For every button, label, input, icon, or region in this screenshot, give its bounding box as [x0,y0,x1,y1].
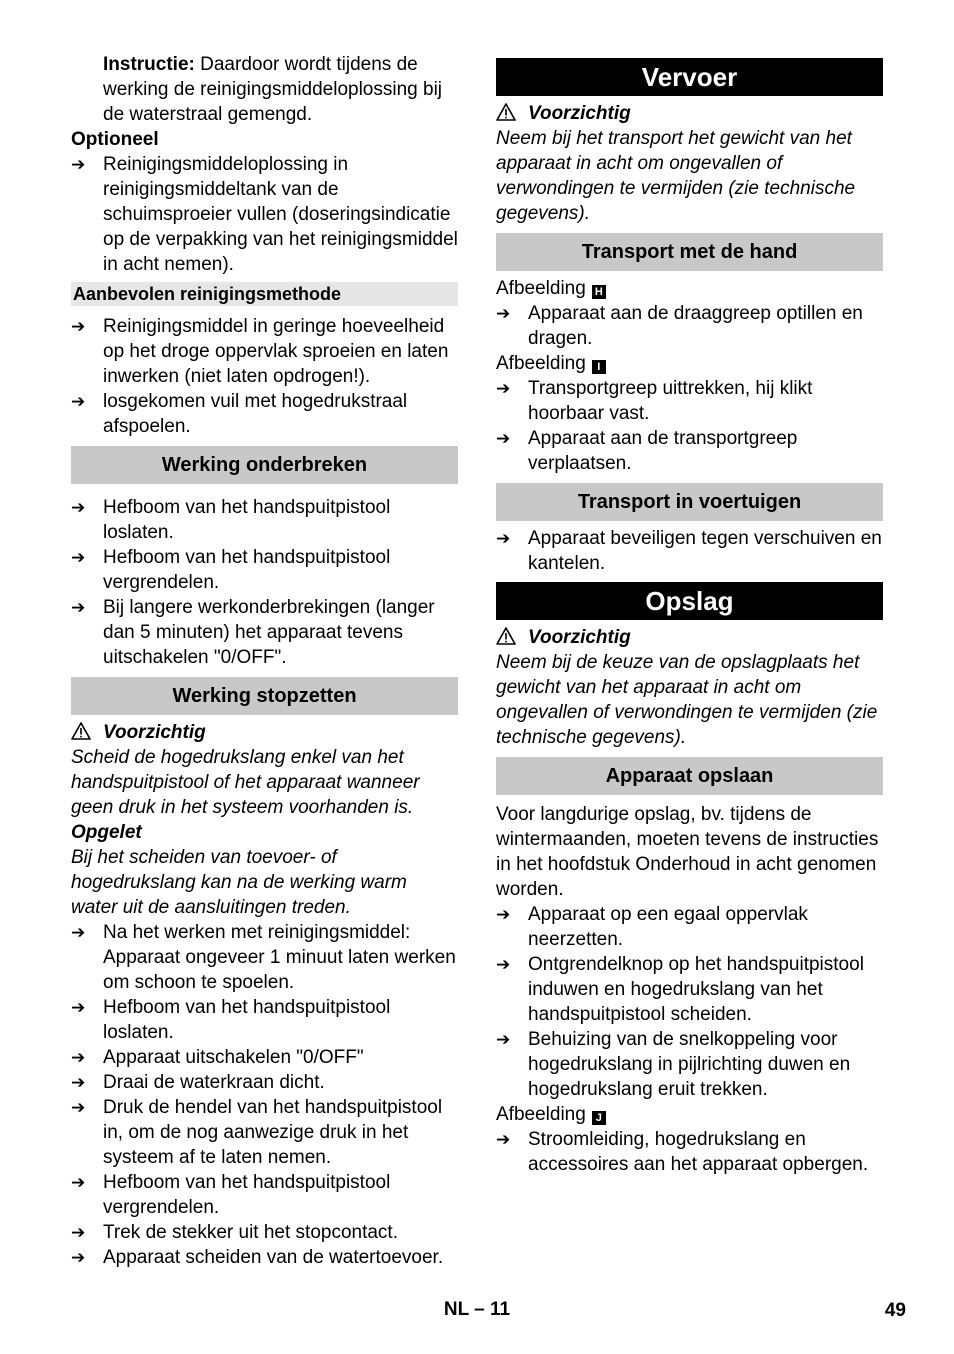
list-item-text: Druk de hendel van het handspuitpistool in, om de nog aanwezige druk in het systeem af te laten nemen. [103,1097,443,1168]
list-item-text: Apparaat aan de draaggreep optillen en dragen. [528,303,863,349]
figure-i-badge: I [592,360,606,374]
instructie-paragraph [71,52,458,127]
list-item-text: Bij langere werkonderbrekingen (langer dan 5 minuten) het apparaat tevens uitschakelen "0/OFF". [103,597,435,668]
arrow-right-icon: ➔ [71,998,86,1017]
instructie-label: Instructie: [103,54,195,75]
vervoer-voorzichtig-line [496,101,883,126]
list-item [71,545,458,595]
voorzichtig-label: Voorzichtig [103,722,206,743]
arrow-right-icon: ➔ [71,155,86,174]
arrow-right-icon: ➔ [496,379,511,398]
warning-triangle-icon [71,722,91,740]
opslag-voorzichtig-label: Voorzichtig [528,627,631,648]
list-item-text: Na het werken met reinigingsmiddel: Apparaat ongeveer 1 minuut laten werken om schoon te spoelen. [103,922,456,993]
list-item-text: Hefboom van het handspuitpistool vergrendelen. [103,1172,391,1218]
stopzetten-list [71,920,458,1270]
list-item-text: Reinigingsmiddel in geringe hoeveelheid op het droge oppervlak sproeien en laten inwerken (niet laten opdrogen!). [103,316,449,387]
list-item-text: Apparaat beveiligen tegen verschuiven en kantelen. [528,528,882,574]
list-item [71,920,458,995]
warning-triangle-icon [496,103,516,121]
afbeelding-h [496,276,883,301]
list-item-text: Transportgreep uittrekken, hij klikt hoorbaar vast. [528,378,813,424]
list-item-text: Reinigingsmiddeloplossing in reinigingsmiddeltank van de schuimsproeier vullen (doseringsindicatie op de verpakking van het reinigingsmiddel in acht nemen). [103,154,458,275]
voertuigen-heading: Transport in voertuigen [496,483,883,521]
list-item-text: Behuizing van de snelkoppeling voor hogedrukslang in pijlrichting duwen en hogedrukslang eruit trekken. [528,1029,851,1100]
vervoer-voorzichtig-label: Voorzichtig [528,103,631,124]
voertuigen-list [496,526,883,576]
opslag-heading: Opslag [496,582,883,620]
afbeelding-i [496,351,883,376]
page-number: 49 [884,1300,906,1321]
list-item [71,1070,458,1095]
list-item-text: Trek de stekker uit het stopcontact. [103,1222,398,1243]
list-item [71,152,458,277]
right-column [496,58,883,1177]
arrow-right-icon: ➔ [496,304,511,323]
arrow-right-icon: ➔ [71,548,86,567]
footer-section: NL – 11 [443,1299,511,1320]
afbeelding-label: Afbeelding [496,353,586,374]
opslaan-list [496,902,883,1102]
list-item-text: Stroomleiding, hogedrukslang en accessoires aan het apparaat opbergen. [528,1129,869,1175]
arrow-right-icon: ➔ [71,1048,86,1067]
list-item-text: Apparaat uitschakelen "0/OFF" [103,1047,364,1068]
warning-triangle-icon [496,627,516,645]
optioneel-list [71,152,458,277]
arrow-right-icon: ➔ [496,905,511,924]
hand-heading: Transport met de hand [496,233,883,271]
opgelet-text: Bij het scheiden van toevoer- of hogedrukslang kan na de werking warm water uit de aansluitingen treden. [71,847,407,918]
list-item [71,995,458,1045]
aanbevolen-heading: Aanbevolen reinigingsmethode [71,282,458,306]
final-list [496,1127,883,1177]
onderbreken-heading: Werking onderbreken [71,446,458,484]
vervoer-voorzichtig-text: Neem bij het transport het gewicht van het apparaat in acht om ongevallen of verwondingen te vermijden (zie technische gegevens). [496,128,856,224]
list-item-text: Hefboom van het handspuitpistool loslaten. [103,497,391,543]
afbeelding-j [496,1102,883,1127]
opslaan-heading: Apparaat opslaan [496,757,883,795]
arrow-right-icon: ➔ [496,955,511,974]
list-item-text: Apparaat scheiden van de watertoevoer. [103,1247,444,1268]
list-item [71,495,458,545]
left-column [71,52,458,1270]
figure-h-badge: H [592,285,606,299]
opgelet-label: Opgelet [71,822,142,843]
list-item [71,389,458,439]
list-item [71,1095,458,1170]
list-item [71,1045,458,1070]
list-item [496,426,883,476]
voorzichtig-text: Scheid de hogedrukslang enkel van het handspuitpistool of het apparaat wanneer geen druk in het systeem voorhanden is. [71,747,420,818]
onderbreken-list [71,495,458,670]
list-item-text: losgekomen vuil met hogedrukstraal afspoelen. [103,391,408,437]
instructie-text: Daardoor wordt tijdens de werking de reinigingsmiddeloplossing bij de waterstraal gemengd. [103,54,443,125]
afbeelding-label: Afbeelding [496,1104,586,1125]
arrow-right-icon: ➔ [71,1223,86,1242]
arrow-right-icon: ➔ [496,429,511,448]
list-item [71,1170,458,1220]
arrow-right-icon: ➔ [71,317,86,336]
opslag-voorzichtig-text: Neem bij de keuze van de opslagplaats het gewicht van het apparaat in acht om ongevallen of verwondingen te vermijden (zie technische gegevens). [496,652,878,748]
list-item [71,1220,458,1245]
voorzichtig-line [71,720,458,745]
vervoer-heading: Vervoer [496,58,883,96]
list-item-text: Apparaat aan de transportgreep verplaatsen. [528,428,798,474]
list-item [71,314,458,389]
arrow-right-icon: ➔ [71,1073,86,1092]
list-item-text: Ontgrendelknop op het handspuitpistool induwen en hogedrukslang van het handspuitpistool scheiden. [528,954,864,1025]
arrow-right-icon: ➔ [71,498,86,517]
arrow-right-icon: ➔ [71,1098,86,1117]
list-item [496,301,883,351]
arrow-right-icon: ➔ [496,529,511,548]
arrow-right-icon: ➔ [71,1173,86,1192]
optioneel-heading: Optioneel [71,129,159,150]
arrow-right-icon: ➔ [71,598,86,617]
aanbevolen-list [71,314,458,439]
list-item [496,952,883,1027]
list-item [496,526,883,576]
list-item-text: Hefboom van het handspuitpistool loslaten. [103,997,391,1043]
list-item-text: Apparaat op een egaal oppervlak neerzetten. [528,904,808,950]
list-item [71,1245,458,1270]
stopzetten-heading: Werking stopzetten [71,677,458,715]
arrow-right-icon: ➔ [71,392,86,411]
list-item [496,376,883,426]
afbeelding-label: Afbeelding [496,278,586,299]
list-item [71,595,458,670]
arrow-right-icon: ➔ [71,1248,86,1267]
arrow-right-icon: ➔ [496,1130,511,1149]
list-item-text: Hefboom van het handspuitpistool vergrendelen. [103,547,391,593]
hand-list-1 [496,301,883,351]
hand-list-2 [496,376,883,476]
opslag-voorzichtig-line [496,625,883,650]
opslaan-text: Voor langdurige opslag, bv. tijdens de wintermaanden, moeten tevens de instructies in het hoofdstuk Onderhoud in acht genomen worden. [496,804,879,900]
list-item [496,1127,883,1177]
list-item [496,1027,883,1102]
figure-j-badge: J [592,1111,606,1125]
list-item [496,902,883,952]
arrow-right-icon: ➔ [496,1030,511,1049]
list-item-text: Draai de waterkraan dicht. [103,1072,325,1093]
arrow-right-icon: ➔ [71,923,86,942]
